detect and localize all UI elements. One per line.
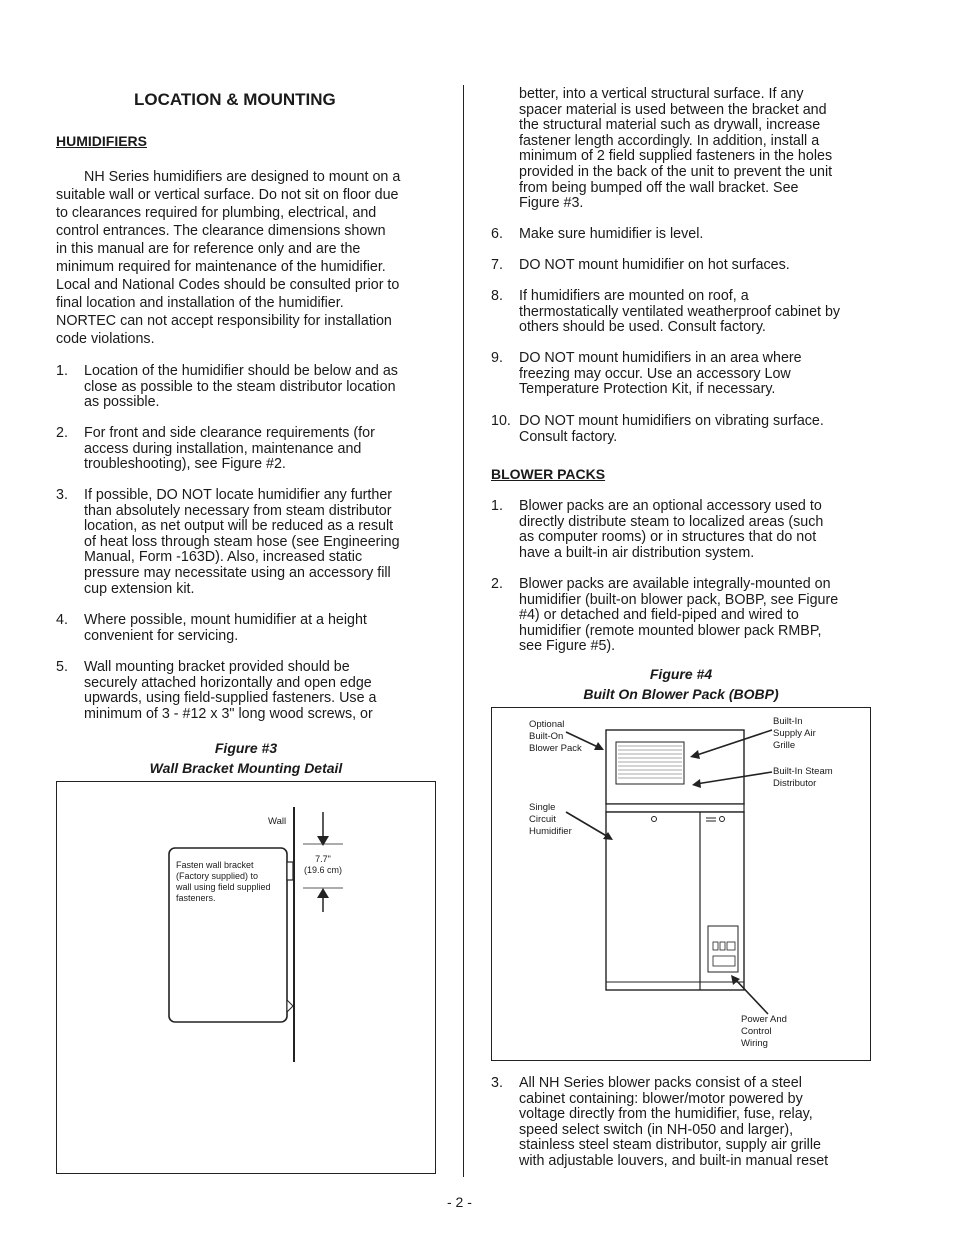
optional-blower-pack-label: Optional Built-On Blower Pack — [529, 719, 582, 754]
list-item: 7. DO NOT mount humidifier on hot surfaces. — [491, 257, 790, 273]
figure-3-title: Wall Bracket Mounting Detail — [149, 760, 343, 776]
page-number: - 2 - — [447, 1194, 472, 1210]
blower-pack-drawing — [492, 708, 872, 1062]
bracket-note: Fasten wall bracket (Factory supplied) to wall using field supplied fasteners. — [176, 860, 271, 903]
list-item: 1. Blower packs are an optional accessory used to directly distribute steam to localized areas (such as computer rooms) or in structures that do not have a built-in air distribution system. — [491, 498, 824, 561]
figure-3-label: Figure #3 — [214, 740, 278, 756]
column-divider — [463, 85, 464, 1177]
list-item: 3. If possible, DO NOT locate humidifier any further than absolutely necessary from steam distributor location, as net output will be reduced as a result of heat loss through steam hose (see Engineering Manual, Form -163D). Also, increased static pressure may necessitate using an accessory fill cup extension kit. — [56, 487, 400, 597]
list-item: 4. Where possible, mount humidifier at a height convenient for servicing. — [56, 612, 367, 644]
intro-paragraph: NH Series humidifiers are designed to mount on a suitable wall or vertical surface. Do not sit on floor due to clearances required for plumbing, electrical, and control entrances. The clearance dimensions shown in this manual are for reference only and are the minimum required for maintenance of the humidifier. Local and National Codes should be consulted prior to final location and installation of the humidifier. NORTEC can not accept responsibility for installation code violations. — [56, 169, 401, 347]
steam-distributor-label: Built-In Steam Distributor — [773, 766, 833, 789]
figure-4-box — [491, 707, 871, 1061]
list-item: 3. All NH Series blower packs consist of a steel cabinet containing: blower/motor powered by voltage directly from the humidifier, fuse, relay, speed select switch (in NH-050 and larger), stainless steel steam distributor, supply air grille with adjustable louvers, and built-in manual reset — [491, 1075, 829, 1169]
humidifiers-heading: HUMIDIFIERS — [56, 133, 147, 149]
dimension-label: 7.7" (19.6 cm) — [303, 854, 342, 875]
supply-air-grille-label: Built-In Supply Air Grille — [773, 716, 816, 751]
figure-4-label: Figure #4 — [649, 666, 713, 682]
figure-4-title: Built On Blower Pack (BOBP) — [583, 686, 779, 702]
figure-3-box — [56, 781, 436, 1174]
list-item: 10. DO NOT mount humidifiers on vibrating surface. Consult factory. — [491, 413, 824, 445]
list-item: 2. For front and side clearance requirements (for access during installation, maintenance and troubleshooting), see Figure #2. — [56, 425, 375, 473]
power-control-label: Power And Control Wiring — [741, 1014, 787, 1049]
list-item: 5. Wall mounting bracket provided should be securely attached horizontally and open edge upwards, using field-supplied fasteners. Use a minimum of 3 - #12 x 3" long wood screws, or — [56, 659, 377, 722]
list-item: 6. Make sure humidifier is level. — [491, 226, 704, 242]
list-item: 2. Blower packs are available integrally-mounted on humidifier (built-on blower pack, BOBP, see Figure #4) or detached and field-piped and wired to humidifier (remote mounted blower pack RMBP, see Figure #5). — [491, 576, 839, 655]
blower-packs-heading: BLOWER PACKS — [491, 466, 606, 482]
continued-paragraph: better, into a vertical structural surface. If any spacer material is used between the bracket and the structural material such as drywall, increase fastener length accordingly. In addition, install a minimum of 2 field supplied fasteners in the holes provided in the back of the unit to prevent the unit from being bumped off the wall bracket. See Figure #3. — [519, 86, 833, 212]
single-circuit-label: Single Circuit Humidifier — [529, 802, 572, 837]
wall-label: Wall — [268, 816, 287, 827]
page-title: LOCATION & MOUNTING — [134, 90, 336, 109]
list-item: 1. Location of the humidifier should be below and as close as possible to the steam distributor location as possible. — [56, 363, 398, 411]
wall-bracket-drawing — [57, 782, 437, 1175]
list-item: 9. DO NOT mount humidifiers in an area where freezing may occur. Use an accessory Low Temperature Protection Kit, if necessary. — [491, 350, 802, 398]
list-item: 8. If humidifiers are mounted on roof, a thermostatically ventilated weatherproof cabinet by others should be used. Consult factory. — [491, 288, 841, 336]
